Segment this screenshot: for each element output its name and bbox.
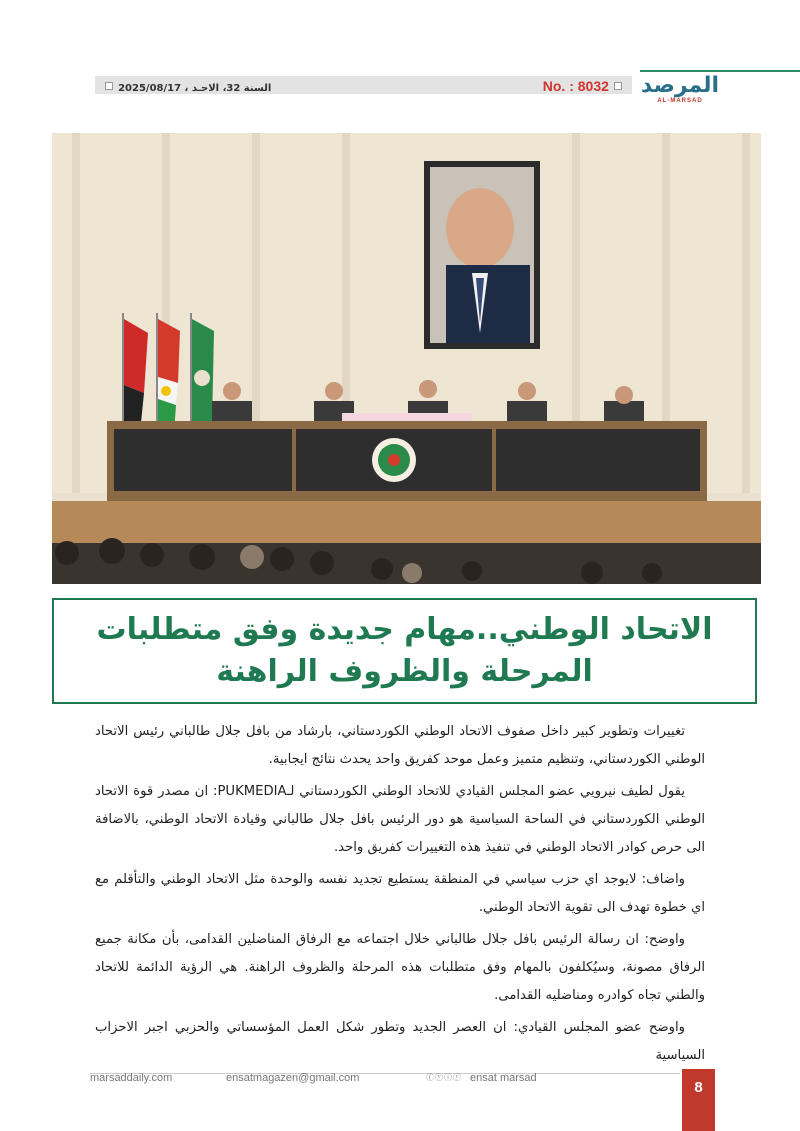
article-paragraph: واوضح عضو المجلس القيادي: ان العصر الجديد وتطور شكل العمل المؤسساتي والحزبي اجبر الاحزاب السياسية <box>95 1020 705 1063</box>
headline-line-2: المرحلة والظروف الراهنة <box>216 654 593 689</box>
page-number: 8 <box>682 1069 715 1131</box>
bullet-square-icon <box>105 82 113 90</box>
footer-email-link[interactable]: ensatmagazen@gmail.com <box>226 1072 360 1084</box>
article-body <box>95 718 705 1074</box>
article-photo <box>52 133 761 584</box>
masthead-logo <box>640 74 720 104</box>
header-date-group <box>105 76 271 95</box>
article-paragraph: يقول لطيف نيرويي عضو المجلس القيادي للاتحاد الوطني الكوردستاني لـPUKMEDIA: ان مصدر قوة الاتحاد الوطني الكوردستاني في الساحة السياسية هو دور الرئيس بافل جلال طالباني وقيادة الاتحاد الوطني، بالاضافة الى حرص كوادر الاتحاد الوطني في تنفيذ هذه التغييرات كفريق واحد. <box>95 784 705 855</box>
logo-subtext: AL-MARSAD <box>657 98 703 104</box>
footer-website-link[interactable]: marsaddaily.com <box>90 1072 173 1084</box>
headline-box <box>52 598 757 704</box>
footer-social-name: ensat marsad <box>470 1072 537 1084</box>
issue-number-group <box>543 76 622 95</box>
bullet-square-icon <box>614 82 622 90</box>
article-paragraph: واوضح: ان رسالة الرئيس بافل جلال طالباني خلال اجتماعه مع الرفاق المناضلين القدامى، بأن مكانة جميع الرفاق مصونة، وسيُكلفون بالمهام وفق متطلبات هذه المرحلة والظروف الراهنة. هي الرؤية الدائمة للاتحاد والطني تجاه كوادره ومناضليه القدامى. <box>95 932 705 1003</box>
article-paragraph: واضاف: لايوجد اي حزب سياسي في المنطقة يستطيع تجديد نفسه والوحدة مثل الاتحاد الوطني والتأقلم مع اي خطوة تهدف الى تقوية الاتحاد الوطني. <box>95 872 705 915</box>
header-rule <box>640 70 800 72</box>
header-bar <box>95 76 632 94</box>
issue-number: No. : 8032 <box>542 77 609 94</box>
conference-photo <box>52 133 761 584</box>
social-icons[interactable]: ⓕⓨⓘⓨ <box>426 1073 462 1082</box>
article-paragraph: تغييرات وتطوير كبير داخل صفوف الاتحاد الوطني الكوردستاني، بارشاد من بافل جلال طالباني رئيس الاتحاد الوطني الكوردستاني، وتنظيم متميز وعمل موحد كفريق واحد يحدث نتائج ايجابية. <box>95 724 705 767</box>
issue-date: السنة 32، الاحـد ، 2025/08/17 <box>118 82 272 94</box>
logo-text: المرصد <box>640 73 720 98</box>
footer <box>90 1072 680 1086</box>
headline-line-1: الاتحاد الوطني..مهام جديدة وفق متطلبات <box>96 612 713 647</box>
